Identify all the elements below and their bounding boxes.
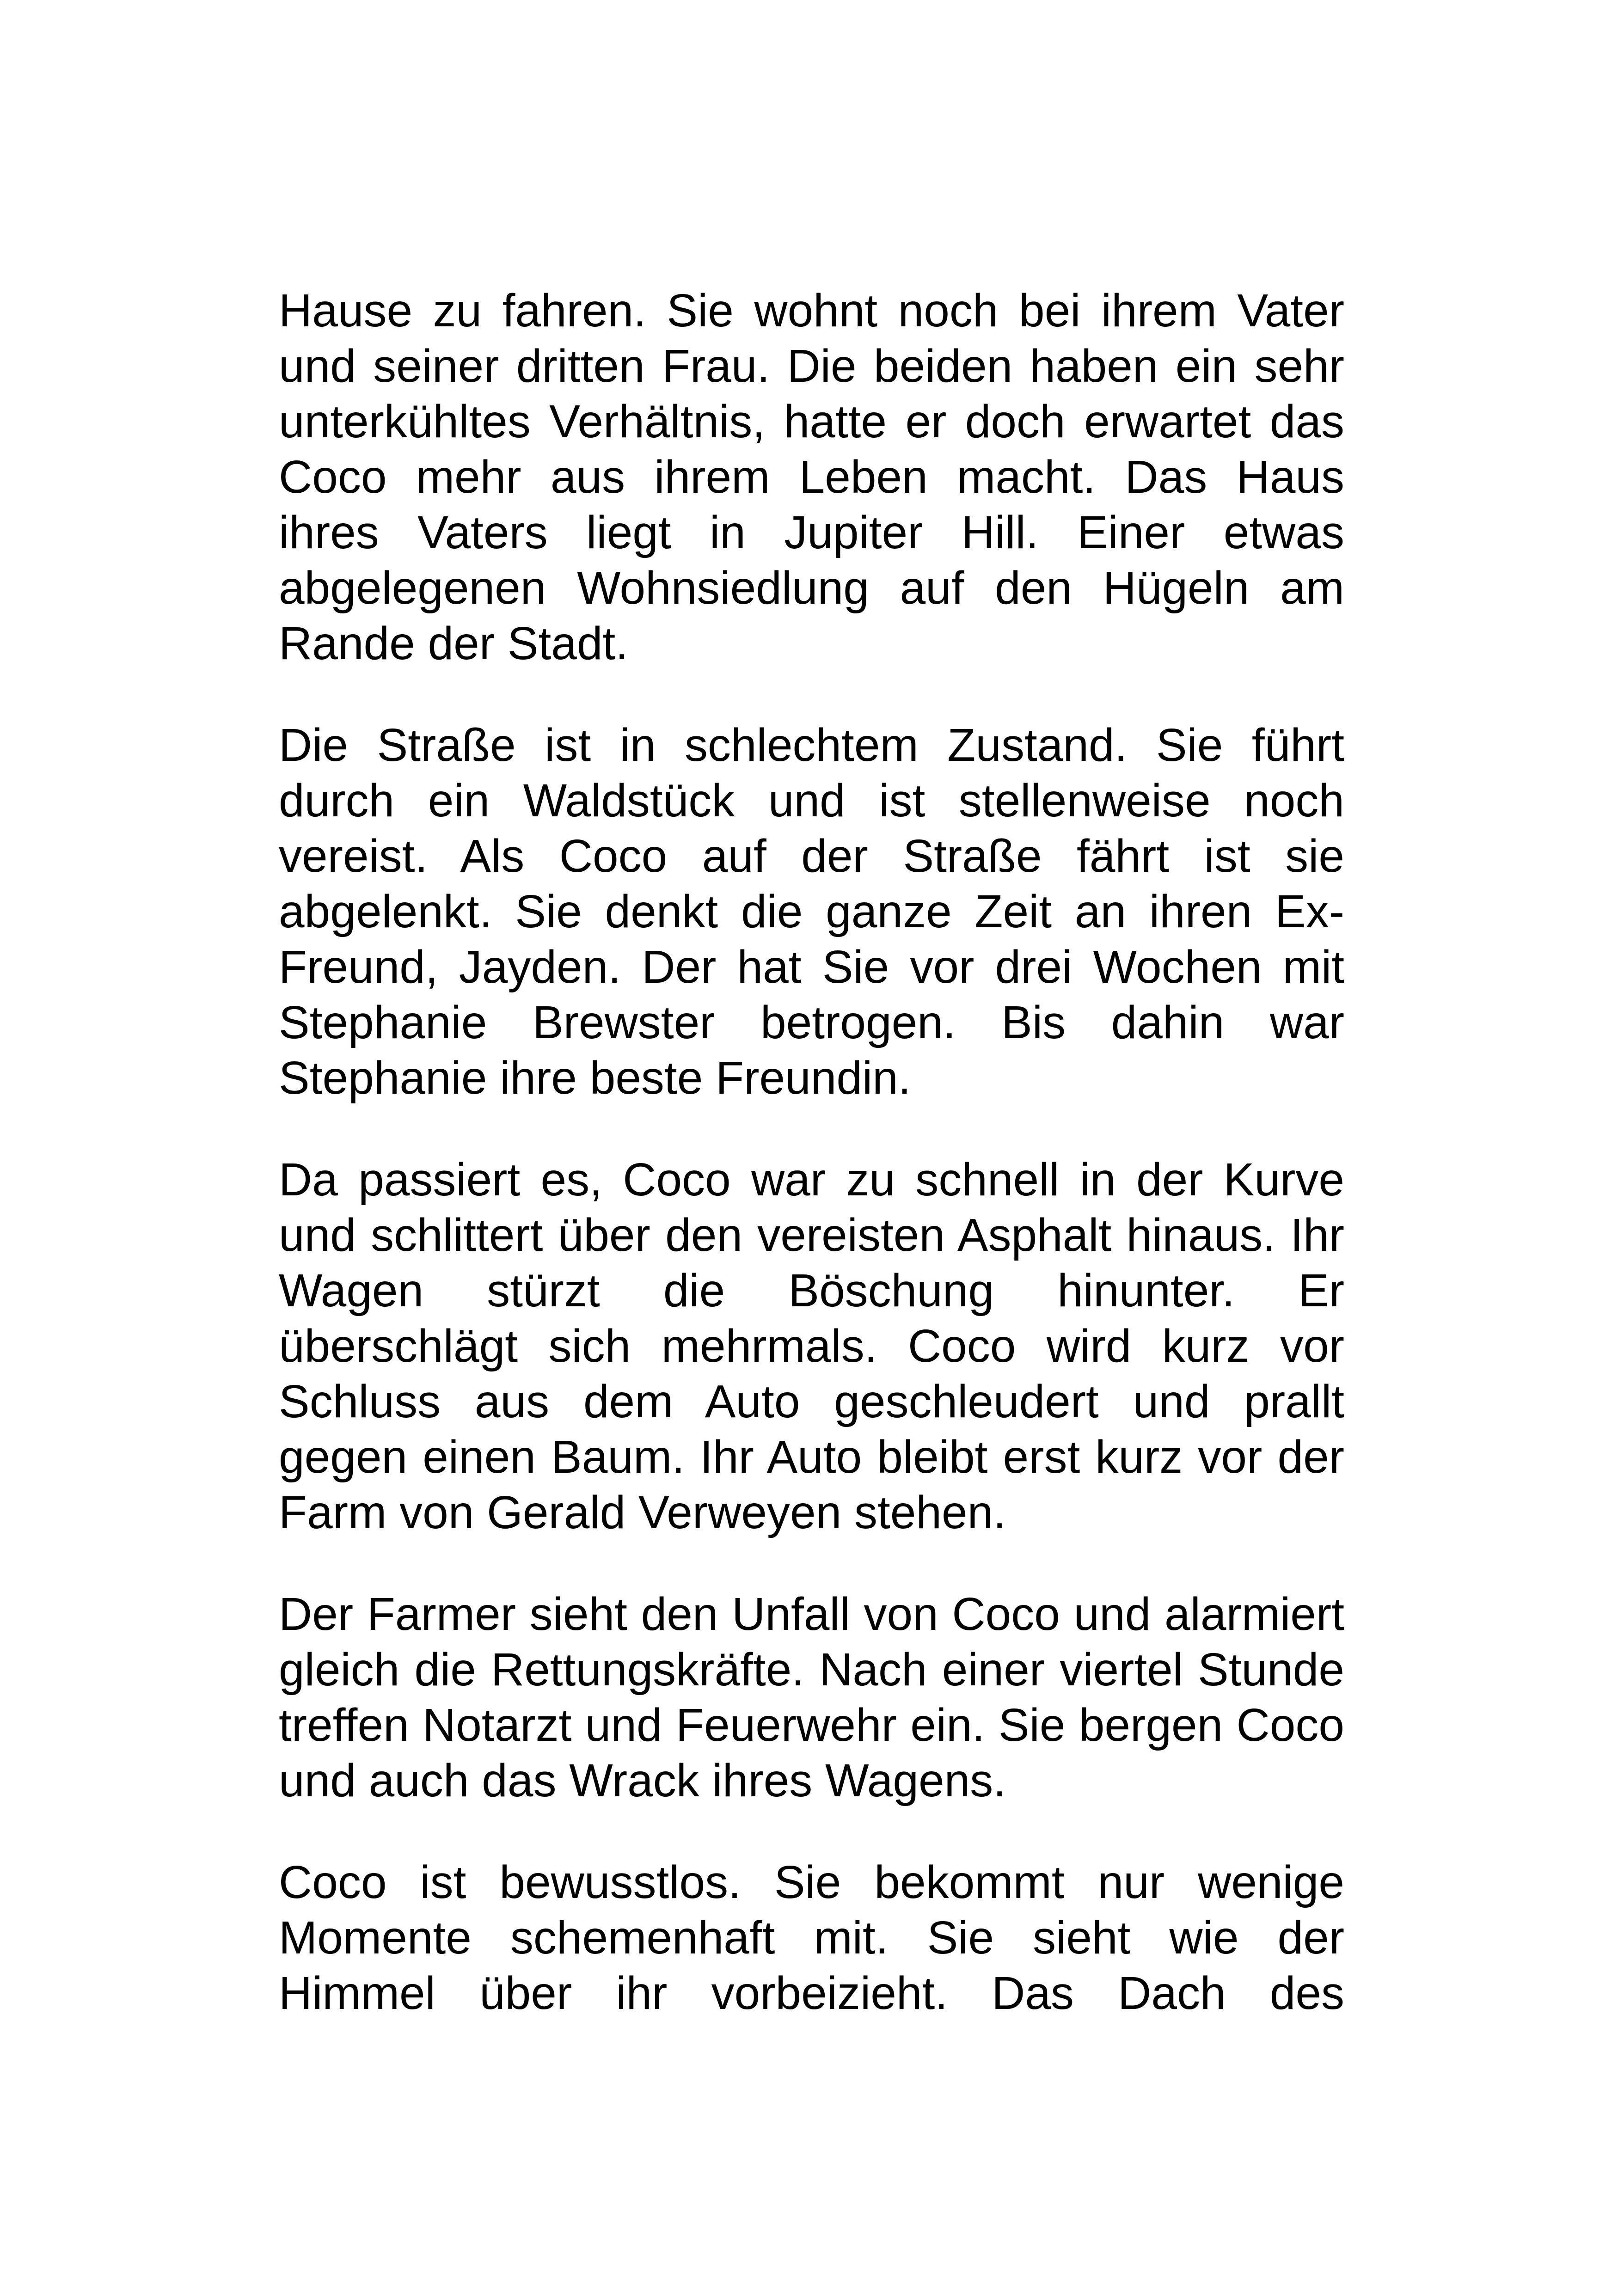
text-line: Wagen stürzt die Böschung hinunter. Er — [279, 1265, 1344, 1316]
text-line: Stephanie Brewster betrogen. Bis dahin war — [279, 997, 1344, 1048]
text-line: abgelenkt. Sie denkt die ganze Zeit an ihren Ex- — [279, 886, 1344, 937]
text-line: Coco ist bewusstlos. Sie bekommt nur wenige — [279, 1856, 1344, 1908]
text-line: Momente schemenhaft mit. Sie sieht wie der — [279, 1912, 1344, 1964]
text-line: Himmel über ihr vorbeizieht. Das Dach des — [279, 1967, 1344, 2019]
text-line: Schluss aus dem Auto geschleudert und prallt — [279, 1376, 1344, 1427]
text-line: unterkühltes Verhältnis, hatte er doch erwartet das — [279, 396, 1344, 447]
paragraph — [279, 1586, 1344, 1808]
text-line: abgelegenen Wohnsiedlung auf den Hügeln am — [279, 562, 1344, 614]
text-line: überschlägt sich mehrmals. Coco wird kurz vor — [279, 1320, 1344, 1372]
text-line: Da passiert es, Coco war zu schnell in der Kurve — [279, 1154, 1344, 1206]
text-line: Freund, Jayden. Der hat Sie vor drei Wochen mit — [279, 941, 1344, 993]
text-line: Die Straße ist in schlechtem Zustand. Sie führt — [279, 719, 1344, 771]
text-line: und seiner dritten Frau. Die beiden haben ein sehr — [279, 340, 1344, 392]
text-line: Rande der Stadt. — [279, 618, 629, 669]
text-line: treffen Notarzt und Feuerwehr ein. Sie bergen Coco — [279, 1699, 1344, 1751]
text-line: durch ein Waldstück und ist stellenweise noch — [279, 775, 1344, 827]
text-line: ihres Vaters liegt in Jupiter Hill. Einer etwas — [279, 507, 1344, 558]
text-line: und schlittert über den vereisten Asphalt hinaus. Ihr — [279, 1209, 1344, 1261]
text-line: gleich die Rettungskräfte. Nach einer viertel Stunde — [279, 1644, 1344, 1696]
text-line: Farm von Gerald Verweyen stehen. — [279, 1487, 1006, 1538]
paragraph — [279, 717, 1344, 1106]
body-text — [279, 283, 1344, 2067]
text-line: Der Farmer sieht den Unfall von Coco und alarmiert — [279, 1588, 1344, 1640]
paragraph — [279, 1152, 1344, 1540]
text-line: und auch das Wrack ihres Wagens. — [279, 1755, 1006, 1806]
paragraph — [279, 283, 1344, 671]
text-line: vereist. Als Coco auf der Straße fährt ist sie — [279, 830, 1344, 882]
text-line: Stephanie ihre beste Freundin. — [279, 1052, 911, 1104]
text-line: Coco mehr aus ihrem Leben macht. Das Haus — [279, 451, 1344, 503]
text-line: gegen einen Baum. Ihr Auto bleibt erst kurz vor der — [279, 1431, 1344, 1483]
paragraph — [279, 1855, 1344, 2021]
text-line: Hause zu fahren. Sie wohnt noch bei ihrem Vater — [279, 285, 1344, 337]
